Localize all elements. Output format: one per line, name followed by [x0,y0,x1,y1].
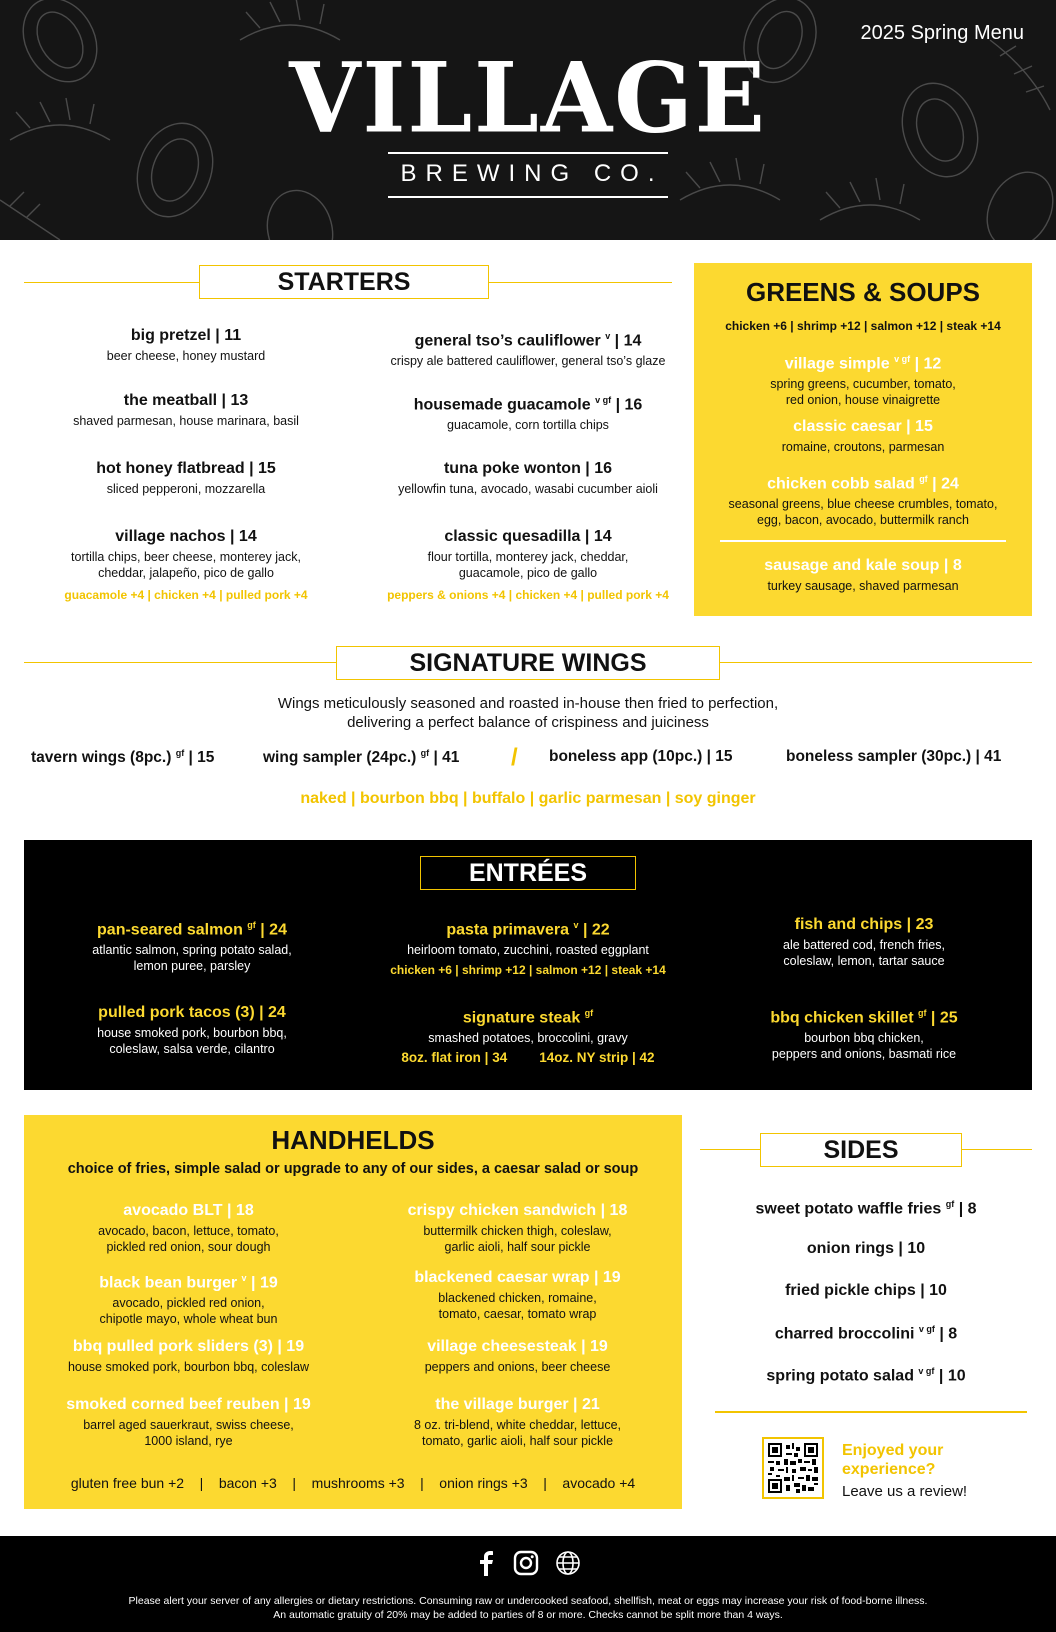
item-desc: pickled red onion, sour dough [106,1240,271,1254]
starter-item [372,326,684,369]
item-desc: house smoked pork, bourbon bbq, coleslaw [67,1360,310,1374]
handheld-item [353,1268,682,1322]
item-name: avocado BLT | 18 [123,1202,254,1219]
starter-item [372,527,684,603]
item-desc: garlic aioli, half sour pickle [444,1240,591,1254]
dietary-tag: v [573,920,579,930]
item-desc: blackened chicken, romaine, [438,1291,597,1305]
item-price: | 24 [932,475,959,493]
handheld-item [24,1337,353,1375]
item-price: | 19 [251,1274,278,1292]
steak-options [360,1050,696,1065]
sides-title: SIDES [760,1133,962,1167]
starters-title: STARTERS [199,265,489,299]
item-desc: bourbon bbq chicken, [804,1031,924,1046]
handheld-item [24,1268,353,1327]
greens-divider [720,540,1006,542]
item-name-text: housemade guacamole [413,396,591,414]
dietary-tag: gf [919,474,928,484]
item-desc: seasonal greens, blue cheese crumbles, tomato, [728,497,998,512]
item-desc: crispy ale battered cauliflower, general tso’s glaze [390,354,666,369]
item-name: sausage and kale soup | 8 [764,557,962,574]
wings-desc-line: delivering a perfect balance of crispiness and juiciness [347,714,709,731]
dietary-tag: v [241,1273,247,1283]
item-name [24,915,360,940]
item-addons: peppers & onions +4 | chicken +4 | pulled pork +4 [387,588,669,602]
instagram-icon[interactable] [513,1550,539,1581]
side-item [700,1366,1032,1385]
item-name-text: charred broccolini [774,1325,915,1343]
item-price: | 8 [958,1200,977,1218]
item-name: tuna poke wonton | 16 [443,460,613,477]
footer [0,1536,1056,1632]
side-item [700,1324,1032,1343]
starter-item [24,326,348,364]
greens-item [694,349,1032,408]
handheld-item [353,1337,682,1375]
dietary-tag: gf [420,748,430,758]
starter-item [24,459,348,497]
qr-code-icon [768,1443,818,1493]
item-name: big pretzel | 11 [130,327,242,344]
wing-option: boneless sampler (30pc.) | 41 [786,748,1002,765]
item-name-text: signature steak [462,1009,581,1027]
handhelds-subtitle: choice of fries, simple salad or upgrade to any of our sides, a caesar salad or soup [67,1161,639,1177]
item-desc: 1000 island, rye [144,1434,233,1448]
item-addons: guacamole +4 | chicken +4 | pulled pork +4 [64,588,308,602]
item-desc: tortilla chips, beer cheese, monterey jack, [71,550,301,564]
item-name: the village burger | 21 [435,1396,600,1413]
item-price: | 25 [930,1009,958,1027]
item-desc: cheddar, jalapeño, pico de gallo [98,566,274,580]
item-name [696,1003,1032,1028]
item-name-text: chicken cobb salad [767,475,915,493]
review-cta[interactable]: Leave us a review! [842,1483,968,1500]
entree-item [24,915,360,974]
item-name-text: general tso’s cauliflower [414,332,601,350]
dietary-tag: gf [584,1008,594,1018]
dietary-tag: v [605,331,611,341]
handheld-item [353,1395,682,1449]
item-desc: lemon puree, parsley [133,959,251,974]
greens-title: GREENS & SOUPS [745,277,981,307]
item-name: village nachos | 14 [115,528,257,545]
wing-option: boneless app (10pc.) | 15 [549,748,733,765]
wing-option-name: tavern wings (8pc.) [31,749,172,767]
dietary-tag: gf [945,1199,955,1209]
item-desc: smashed potatoes, broccolini, gravy [428,1031,628,1046]
facebook-icon[interactable] [475,1550,497,1581]
side-item [700,1199,1032,1218]
item-desc: heirloom tomato, zucchini, roasted eggplant [407,943,649,958]
item-desc: chipotle mayo, whole wheat bun [99,1312,278,1327]
item-price: | 14 [614,332,642,350]
item-desc: spring greens, cucumber, tomato, [770,377,956,392]
disclaimer [0,1594,1056,1622]
item-desc: 8 oz. tri-blend, white cheddar, lettuce, [413,1418,622,1432]
item-name-text: sweet potato waffle fries [755,1200,942,1218]
item-name: bbq pulled pork sliders (3) | 19 [72,1338,305,1355]
item-name-text: pasta primavera [446,921,570,939]
item-desc: coleslaw, lemon, tartar sauce [783,954,945,968]
item-desc: shaved parmesan, house marinara, basil [73,414,299,428]
header-banner [0,0,1056,240]
item-name-text: spring potato salad [766,1367,914,1385]
greens-item [694,469,1032,528]
wing-option-name: wing sampler (24pc.) [263,749,417,767]
item-desc: house smoked pork, bourbon bbq, [97,1026,287,1040]
greens-addons [694,316,1032,334]
item-name: village cheesesteak | 19 [427,1338,608,1355]
item-desc: flour tortilla, monterey jack, cheddar, [427,550,629,564]
item-name: classic caesar | 15 [793,418,933,435]
dietary-tag: gf [175,748,185,758]
handhelds-panel [24,1115,682,1509]
wing-option-price: | 41 [433,749,460,767]
item-name: blackened caesar wrap | 19 [414,1269,621,1286]
item-desc: tomato, garlic aioli, half sour pickle [421,1434,614,1448]
dietary-tag: gf [917,1008,927,1018]
wings-separator: / [511,744,518,771]
dietary-tag: v gf [595,395,612,405]
item-price: | 10 [938,1367,966,1385]
handheld-item [24,1395,353,1449]
entree-item [696,1003,1032,1062]
item-addons: chicken +6 | shrimp +12 | salmon +12 | steak +14 [390,963,666,978]
item-price: | 8 [939,1325,958,1343]
dietary-tag: v gf [918,1366,935,1376]
item-desc: ale battered cod, french fries, [783,938,945,952]
wing-option-price: | 15 [188,749,215,767]
item-desc: avocado, bacon, lettuce, tomato, [98,1224,279,1238]
item-name: hot honey flatbread | 15 [96,460,276,477]
brand-logo-wordmark: VILLAGE [289,41,767,155]
item-desc: yellowfin tuna, avocado, wasabi cucumber aioli [398,482,658,496]
starter-item [372,390,684,433]
item-addons: chicken +6 | shrimp +12 | salmon +12 | steak +14 [725,319,1001,333]
item-price: | 12 [914,355,942,373]
wing-flavors: naked | bourbon bbq | buffalo | garlic parmesan | soy ginger [300,790,756,807]
steak-option: 8oz. flat iron | 34 [401,1050,508,1066]
dietary-tag: v gf [918,1324,935,1334]
greens-item [694,417,1032,455]
item-price: | 24 [260,921,287,939]
item-desc: romaine, croutons, parmesan [781,440,945,454]
item-name: fish and chips | 23 [794,916,934,933]
wing-option [263,748,459,767]
item-name [360,915,696,940]
item-name: the meatball | 13 [123,392,249,409]
social-links [0,1550,1056,1581]
brand-logo-subtitle [0,152,1056,198]
item-desc: buttermilk chicken thigh, coleslaw, [423,1224,612,1238]
item-price: | 22 [582,921,610,939]
side-item: fried pickle chips | 10 [785,1282,947,1299]
item-desc: red onion, house vinaigrette [785,393,941,408]
item-desc: barrel aged sauerkraut, swiss cheese, [83,1418,294,1432]
dietary-tag: gf [247,920,256,930]
item-desc: turkey sausage, shaved parmesan [767,579,959,593]
item-name-text: village simple [784,355,890,373]
starter-item [24,527,348,603]
item-name: smoked corned beef reuben | 19 [66,1396,311,1413]
entrees-title: ENTRÉES [420,856,636,890]
item-name [694,349,1032,374]
entree-item [360,915,696,978]
item-desc: avocado, pickled red onion, [112,1296,265,1311]
sides-bottom-rule [715,1411,1027,1413]
disclaimer-line: Please alert your server of any allergies or dietary restrictions. Consuming raw or undercooked seafood, shellfish, meat or eggs may increase your risk of food-borne illness. [128,1595,928,1607]
handheld-item [353,1201,682,1255]
steak-option: 14oz. NY strip | 42 [539,1050,655,1066]
greens-item [694,556,1032,594]
review-headline: Enjoyed your experience? [842,1442,944,1478]
handhelds-addons: gluten free bun +2 | bacon +3 | mushrooms +3 | onion rings +3 | avocado +4 [70,1475,636,1491]
brand-logo-subtitle-text: BREWING CO. [388,152,667,198]
item-price: | 16 [615,396,643,414]
item-name [372,326,684,351]
item-name: pulled pork tacos (3) | 24 [98,1004,286,1021]
starter-item [24,391,348,429]
item-name [372,390,684,415]
handhelds-title: HANDHELDS [271,1125,435,1155]
item-name: crispy chicken sandwich | 18 [407,1202,628,1219]
item-desc: egg, bacon, avocado, buttermilk ranch [757,513,969,528]
handheld-item [24,1201,353,1255]
starter-item [372,459,684,497]
item-name [694,469,1032,494]
item-name-text: bbq chicken skillet [770,1009,914,1027]
item-desc: coleslaw, salsa verde, cilantro [109,1042,275,1056]
item-desc: guacamole, corn tortilla chips [447,418,609,433]
item-desc: tomato, caesar, tomato wrap [438,1307,597,1321]
review-qr-code[interactable] [762,1437,824,1499]
dietary-tag: v gf [894,354,911,364]
item-name-text: black bean burger [99,1274,238,1292]
item-desc: peppers and onions, basmati rice [771,1047,957,1062]
entrees-panel [24,840,1032,1090]
disclaimer-line: An automatic gratuity of 20% may be added to parties of 8 or more. Checks cannot be split more than 4 ways. [273,1609,783,1621]
wings-desc-line: Wings meticulously seasoned and roasted in-house then fried to perfection, [277,695,779,712]
season-label: 2025 Spring Menu [860,22,1024,44]
entree-item [696,915,1032,969]
item-desc: guacamole, pico de gallo [458,566,598,580]
item-desc: beer cheese, honey mustard [106,349,266,363]
wing-option [31,748,214,767]
item-name [360,1003,696,1028]
item-name [24,1268,353,1293]
item-desc: atlantic salmon, spring potato salad, [92,943,292,958]
entree-item [360,1003,696,1065]
item-desc: peppers and onions, beer cheese [424,1360,611,1374]
wings-title: SIGNATURE WINGS [336,646,720,680]
side-item: onion rings | 10 [806,1240,926,1257]
item-desc: sliced pepperoni, mozzarella [106,482,266,496]
entree-item [24,1003,360,1057]
globe-icon[interactable] [555,1550,581,1581]
item-name: classic quesadilla | 14 [444,528,612,545]
greens-soups-panel [694,263,1032,616]
wings-description [0,694,1056,732]
item-name-text: pan-seared salmon [97,921,243,939]
